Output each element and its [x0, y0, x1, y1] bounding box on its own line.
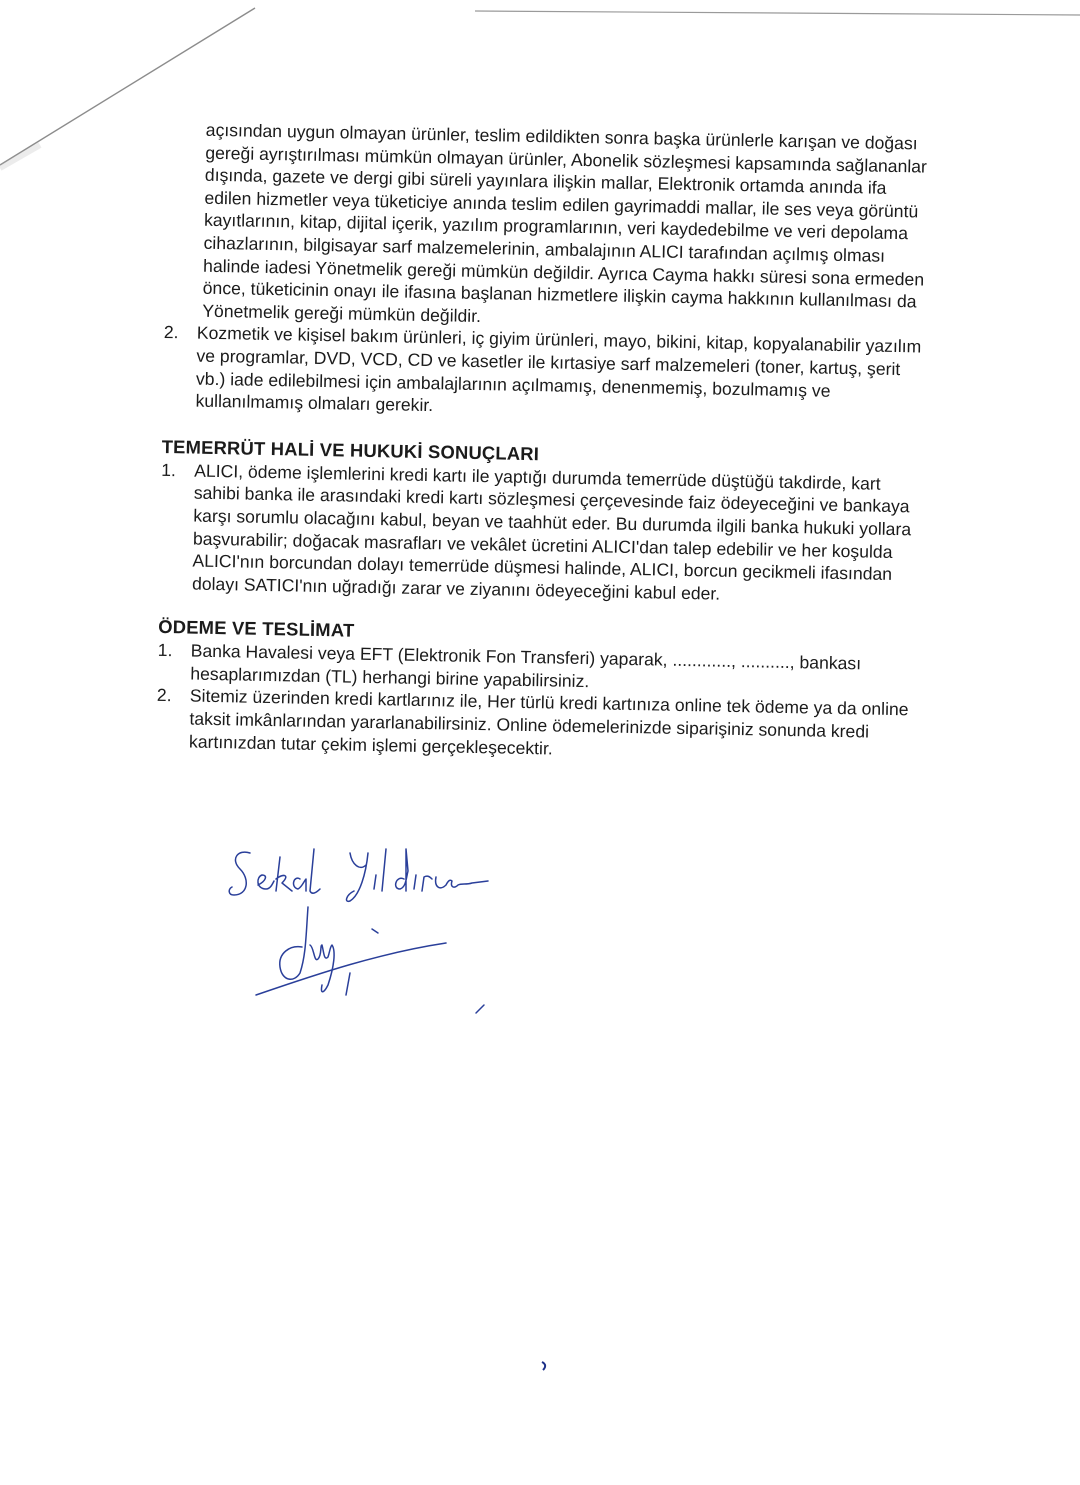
- section-heading-temerrut: TEMERRÜT HALİ VE HUKUKİ SONUÇLARI: [161, 435, 540, 464]
- list-item: [156, 684, 927, 767]
- list-item-text: Banka Havalesi veya EFT (Elektronik Fon Transferi) yaparak, ............, .........., bankası hesaplarımızdan (TL) herhangi birine yapabilirsiniz.: [190, 640, 862, 692]
- list-item-text: Kozmetik ve kişisel bakım ürünleri, iç giyim ürünleri, mayo, bikini, kitap, kopyalanabilir yazılım ve programlar, DVD, VCD, CD ve kasetler ile kırtasiye sarf malzemeleri (toner, kartuş, şerit vb.) iade edilebilmesi için ambalajlarının açılmamış, denenmemiş, bozulmamış ve kullanılmamış olmaları gerekir.: [195, 322, 922, 416]
- handwritten-signature: [210, 835, 510, 1035]
- document-page: [156, 118, 938, 767]
- list-item: [162, 321, 934, 426]
- list-item-number: 1.: [157, 640, 173, 661]
- list-item-number: 1.: [161, 459, 177, 480]
- list-item-number: 2.: [156, 685, 172, 706]
- scan-speck: [540, 1361, 548, 1371]
- list-item: [159, 459, 931, 609]
- section-heading-odeme: ÖDEME VE TESLİMAT: [158, 616, 355, 641]
- list-item-text: Sitemiz üzerinden kredi kartlarınız ile, Her türlü kredi kartınıza online tek ödeme ya da online taksit imkânlarından yararlanabilirsiniz. Online ödemelerinizde siparişiniz sonunda kredi kartınızdan tutar çekim işlemi gerçekleşecektir.: [188, 685, 909, 759]
- list-item-number: 2.: [163, 322, 179, 343]
- list-item-text: ALICI, ödeme işlemlerini kredi kartı ile yaptığı durumda temerrüde düştüğü takdirde, kart sahibi banka ile arasındaki kredi kartı sözleşmesi çerçevesinde faiz ödeyeceğini ve bankaya karşı sorumlu olacağını kabul, beyan ve taahhüt eder. Bu durumda ilgili banka hukuki yollara başvurabilir; doğacak masrafları ve vekâlet ücretini ALICI'dan talep edebilir ve her koşulda ALICI'nın borcundan dolayı temerrüde düşmesi halinde, ALICI, borcun gecikmeli ifasından dolayı SATICI'nın uğradığı zarar ve ziyanını ödeyeceğini kabul eder.: [191, 460, 912, 604]
- continuation-paragraph: açısından uygun olmayan ürünler, teslim edildikten sonra başka ürünlerle karışan ve doğası gereği ayrıştırılması mümkün olmayan ürünler, Abonelik sözleşmesi kapsamında sağlananlar dışında, gazete ve dergi gibi süreli yayınlara ilişkin mallar, Elektronik ortamda anında ifa edilen hizmetler veya tüketiciye anında teslim edilen gayrimaddi mallar, ile ses veya görüntü kayıtlarının, kitap, dijital içerik, yazılım programlarının, veri kaydedebilme ve veri depolama cihazlarının, bilgisayar sarf malzemelerinin, ambalajının ALICI tarafından açılmış olması halinde iadesi Yönetmelik gereği mümkün değildir. Ayrıca Cayma hakkı süresi sona ermeden önce, tüketicinin onayı ile ifasına başlanan hizmetlere ilişkin cayma hakkının kullanılması da Yönetmelik gereği mümkün değildir.: [202, 119, 928, 326]
